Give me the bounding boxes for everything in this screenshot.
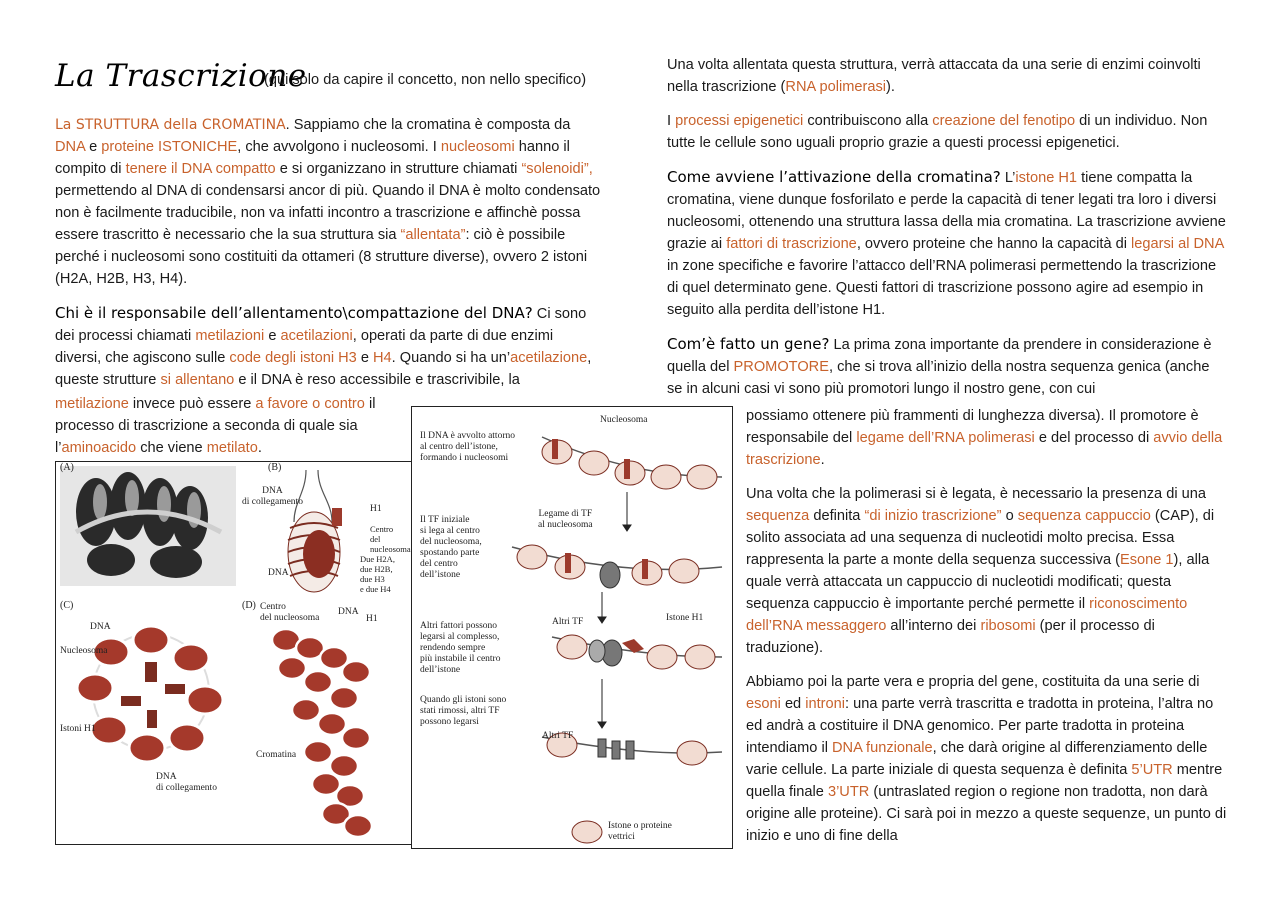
highlighted-term: sequenza cappuccio — [1017, 508, 1151, 524]
paragraph-allentamento — [55, 302, 603, 391]
text-run: . Sappiamo che la cromatina è composta da — [285, 117, 571, 133]
highlighted-term: Esone 1 — [1119, 552, 1174, 568]
highlighted-term: riconoscimento dell’RNA messaggero — [746, 596, 1188, 634]
fig2-nucleosoma: Nucleosoma — [600, 415, 648, 425]
paragraph-esoni — [746, 671, 1228, 847]
text-run: , queste strutture — [55, 350, 592, 388]
text-run: e del processo di — [1034, 430, 1154, 446]
text-run: mentre quella finale — [746, 762, 1223, 800]
text-run: contribuiscono alla — [803, 113, 933, 129]
fig2-step1: Il DNA è avvolto attorno al centro dell’istone, formando i nucleosomi — [420, 431, 515, 463]
chromatin-illustration — [56, 462, 412, 844]
left-column-continued — [55, 393, 400, 471]
highlighted-term: “allentata” — [400, 227, 466, 243]
highlighted-term: 3’UTR — [827, 784, 870, 800]
fig2-legame: Legame di TF al nucleosoma — [538, 509, 593, 530]
question-heading: Chi è il responsabile dell’allentamento\compattazione del DNA? — [55, 304, 533, 322]
fig1-dna-coll-c: DNA di collegamento — [156, 772, 217, 793]
text-run: Ci sono dei processi chiamati — [55, 306, 587, 344]
highlighted-term: aminoacido — [61, 440, 137, 456]
text-run: , che avvolgono i nucleosomi. I — [237, 139, 441, 155]
highlighted-term: proteine ISTONICHE — [101, 139, 238, 155]
right-column — [667, 54, 1227, 400]
text-run: invece può essere — [128, 396, 256, 412]
paragraph-epigenetici — [667, 110, 1227, 154]
fig1-dna-collegamento: DNA di collegamento — [242, 486, 303, 507]
text-run: e il DNA è reso accessibile e trascrivibile, la — [234, 372, 520, 388]
fig2-legend: Istone o proteine vettrici — [608, 821, 672, 842]
figure-chromatin-activation — [411, 406, 733, 849]
fig1-dna-b: DNA — [268, 568, 289, 578]
text-run: (CAP), di solito associata ad una sequenza di nucleotidi molto precisa. Essa rappresenta la parte a monte della sequenza successiva ( — [746, 508, 1215, 568]
text-run: all’interno dei — [886, 618, 981, 634]
fig1-centro: Centro del nucleosoma — [370, 524, 411, 554]
highlighted-term: DNA — [55, 139, 86, 155]
highlighted-term: metilazioni — [195, 328, 265, 344]
highlighted-term: DNA funzionale — [832, 740, 933, 756]
text-run: che viene — [136, 440, 207, 456]
text-run: L’ — [1000, 170, 1016, 186]
highlighted-term: PROMOTORE — [733, 359, 829, 375]
highlighted-term: acetilazione — [510, 350, 588, 366]
fig1-centro-d: Centro del nucleosoma — [260, 602, 320, 623]
text-run: I — [667, 113, 676, 129]
paragraph-metilazione — [55, 393, 400, 459]
text-run: tiene compatta la cromatina, viene dunque fosforilato e perde la capacità di tener legati tra loro i diversi nucleosomi, ottenendo una struttura lassa della mia cromatina. La trascrizione avviene grazie ai — [667, 170, 1226, 252]
highlighted-term: introni — [805, 696, 845, 712]
fig1-label-a: (A) — [60, 462, 74, 473]
text-run: permettendo al DNA di condensarsi ancor di più. Quando il DNA è molto condensato non è facilmente traducibile, non va infatti incontro a trascrizione e affinchè possa essere trascritto è necessario che la sua struttura sia — [55, 183, 601, 243]
question-heading: Come avviene l’attivazione della cromatina? — [667, 168, 1001, 186]
left-column — [55, 114, 603, 391]
fig1-dna-c: DNA — [90, 622, 111, 632]
text-run: (untraslated region o regione non tradotta, non darà origine alle proteine). Ci sarà poi in mezzo a queste sequenze, un punto di inizio e uno di fine della — [746, 784, 1227, 844]
text-run: : ciò è possibile perché i nucleosomi sono costituiti da ottameri (8 strutture diverse), ovvero 2 istoni (H2A, H2B, H3, H4). — [55, 227, 588, 287]
highlighted-term: H4 — [373, 350, 392, 366]
paragraph-gene — [667, 333, 1227, 400]
text-run: Una volta allentata questa struttura, verrà attaccata da una serie di enzimi coinvolti nella trascrizione ( — [667, 57, 1201, 95]
highlighted-term: legame dell’RNA polimerasi — [856, 430, 1035, 446]
text-run: , ovvero proteine che hanno la capacità di — [856, 236, 1132, 252]
highlighted-term: si allentano — [160, 372, 235, 388]
fig2-altri-tf: Altri TF — [552, 617, 584, 627]
text-run: , che si trova all’inizio della nostra sequenza genica (anche se in alcuni casi vi sono più promotori lungo il nostro gene, con cui — [667, 359, 1210, 397]
highlighted-term: fattori di trascrizione — [726, 236, 857, 252]
text-run: , che darà origine al differenziamento delle varie cellule. La parte iniziale di questa sequenza è definita — [746, 740, 1208, 778]
text-run: e — [264, 328, 281, 344]
text-run: hanno il compito di — [55, 139, 570, 177]
highlighted-term: processi epigenetici — [675, 113, 804, 129]
highlighted-term: “solenoidi”, — [521, 161, 593, 177]
text-run: Una volta che la polimerasi si è legata, è necessario la presenza di una — [746, 486, 1206, 502]
fig2-step3: Altri fattori possono legarsi al complesso, rendendo sempre più instabile il centro dell’istone — [420, 621, 501, 675]
text-run: e — [85, 139, 102, 155]
highlighted-term: a favore o contro — [255, 396, 365, 412]
fig1-istoni: Due H2A, due H2B, due H3 e due H4 — [360, 554, 395, 594]
paragraph-attivazione — [667, 166, 1227, 321]
page-subtitle: (qui solo da capire il concetto, non nello specifico) — [264, 72, 587, 88]
highlighted-term: 5’UTR — [1131, 762, 1173, 778]
paragraph-promotore — [746, 405, 1228, 471]
text-run: ). — [886, 79, 895, 95]
text-run: e si organizzano in strutture chiamati — [275, 161, 522, 177]
fig1-label-c: (C) — [60, 600, 74, 611]
page-title: La Trascrizione — [55, 58, 307, 94]
highlighted-term: sequenza — [746, 508, 810, 524]
text-run: definita — [809, 508, 865, 524]
highlighted-term: istone H1 — [1015, 170, 1078, 186]
fig1-label-b: (B) — [268, 462, 282, 473]
text-run: : una parte verrà trascritta e tradotta in proteina, l’altra no ed andrà a costituire il DNA genomico. Per parte tradotta in proteina intendiamo il — [746, 696, 1214, 756]
highlighted-term: tenere il DNA compatto — [125, 161, 276, 177]
fig1-h1-d: H1 — [366, 614, 378, 624]
fig2-altri-tf2: Altri TF — [542, 731, 574, 741]
text-run: in zone specifiche e favorire l’attacco dell’RNA polimerasi permettendo la trascrizione di quel determinato gene. Questi fattori di trascrizione possono agire ad esempio in seguito alla perdita dell’istone H1. — [667, 258, 1217, 318]
highlighted-term: legarsi al DNA — [1131, 236, 1224, 252]
text-run: possiamo ottenere più frammenti di lunghezza diversa). Il promotore è responsabile del — [746, 408, 1199, 446]
right-column-continued — [746, 405, 1228, 859]
fig1-nucleosoma: Nucleosoma — [60, 646, 108, 656]
paragraph-rna-polimerasi — [667, 54, 1227, 98]
text-run: e — [356, 350, 374, 366]
highlighted-term: creazione del fenotipo — [932, 113, 1076, 129]
fig1-istoni-h1: Istoni H1 — [60, 724, 96, 734]
text-run: . Quando si ha un’ — [391, 350, 511, 366]
paragraph-sequenza-cappuccio — [746, 483, 1228, 659]
highlighted-term: ribosomi — [980, 618, 1036, 634]
highlighted-term: nucleosomi — [440, 139, 515, 155]
highlighted-term: metilazione — [55, 396, 129, 412]
text-run: . — [820, 452, 825, 468]
highlighted-term: code degli istoni H3 — [229, 350, 357, 366]
text-run: . — [257, 440, 262, 456]
text-run: ), alla quale verrà attaccata un cappuccio di nucleotidi modificati; questa sequenza cappuccio è importante perché permette il — [746, 552, 1210, 612]
highlighted-term: metilato — [206, 440, 258, 456]
question-heading: Com’è fatto un gene? — [667, 335, 830, 353]
fig1-dna-d: DNA — [338, 607, 359, 617]
text-run: La prima zona importante da prendere in considerazione è quella del — [667, 337, 1212, 375]
text-run: di un individuo. Non tutte le cellule sono uguali proprio grazie a questi processi epigenetici. — [667, 113, 1208, 151]
highlighted-term: RNA polimerasi — [785, 79, 886, 95]
fig2-step2: Il TF iniziale si lega al centro del nucleosoma, spostando parte del centro dell’istone — [420, 515, 482, 580]
fig2-istone-h1: Istone H1 — [666, 613, 704, 623]
fig1-cromatina: Cromatina — [256, 750, 297, 760]
highlighted-term: La STRUTTURA della CROMATINA — [55, 117, 286, 133]
text-run: ed — [780, 696, 806, 712]
fig1-h1: H1 — [370, 504, 382, 514]
fig1-label-d: (D) — [242, 600, 256, 611]
highlighted-term: acetilazioni — [280, 328, 353, 344]
text-run: il processo di trascrizione a seconda di quale sia l’ — [55, 396, 376, 456]
text-run: Abbiamo poi la parte vera e propria del gene, costituita da una serie di — [746, 674, 1200, 690]
figure-chromatin-structure — [55, 461, 413, 845]
paragraph-cromatina — [55, 114, 603, 290]
highlighted-term: esoni — [746, 696, 781, 712]
highlighted-term: “di inizio trascrizione” — [864, 508, 1002, 524]
text-run: , operati da parte di due enzimi diversi, che agiscono sulle — [55, 328, 554, 366]
text-run: o — [1001, 508, 1018, 524]
text-run: (per il processo di traduzione). — [746, 618, 1155, 656]
fig2-step4: Quando gli istoni sono stati rimossi, altri TF possono legarsi — [420, 695, 507, 727]
highlighted-term: avvio della trascrizione — [746, 430, 1223, 468]
